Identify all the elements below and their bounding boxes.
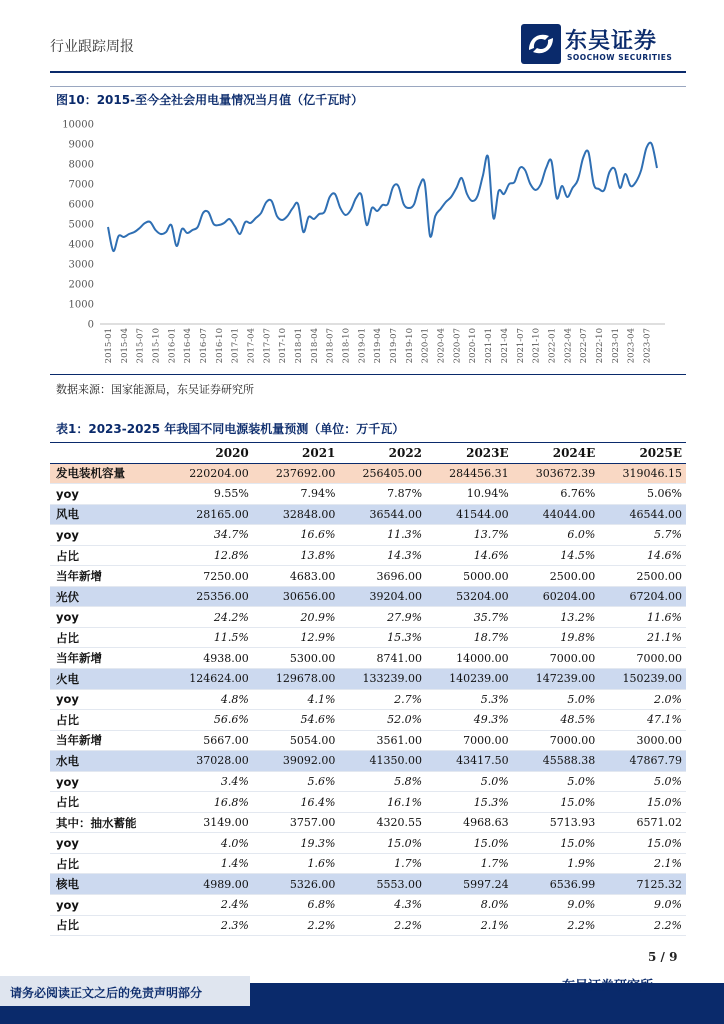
table-cell: 5.7% — [599, 525, 686, 546]
row-label: 火电 — [50, 669, 166, 690]
table-cell: 2.0% — [599, 689, 686, 710]
table-cell: 1.9% — [513, 853, 600, 874]
table-cell: 6.76% — [513, 484, 600, 505]
table-cell: 1.7% — [339, 853, 426, 874]
table-cell: 39092.00 — [253, 751, 340, 772]
x-tick-label: 2019-04 — [373, 328, 384, 364]
table-cell: 5054.00 — [253, 730, 340, 751]
table-cell: 2.2% — [599, 915, 686, 936]
table-cell: 49.3% — [426, 710, 513, 731]
x-tick-label: 2020-07 — [452, 328, 463, 364]
table-cell: 4320.55 — [339, 812, 426, 833]
table-cell: 12.9% — [253, 627, 340, 648]
x-tick-label: 2021-04 — [499, 328, 510, 364]
table-cell: 4.1% — [253, 689, 340, 710]
table-row — [50, 504, 686, 525]
table-cell: 24.2% — [166, 607, 253, 628]
x-tick-label: 2022-01 — [547, 328, 558, 364]
table-cell: 4.8% — [166, 689, 253, 710]
table-cell: 5.8% — [339, 771, 426, 792]
row-label: yoy — [50, 833, 166, 854]
table-cell: 319046.15 — [599, 463, 686, 484]
table-cell: 5713.93 — [513, 812, 600, 833]
table-cell: 4968.63 — [426, 812, 513, 833]
table-cell: 2.2% — [339, 915, 426, 936]
table-cell: 16.1% — [339, 792, 426, 813]
table-row — [50, 771, 686, 792]
row-label: yoy — [50, 607, 166, 628]
table-cell: 48.5% — [513, 710, 600, 731]
table-cell: 147239.00 — [513, 669, 600, 690]
table-cell: 6.8% — [253, 895, 340, 916]
x-tick-label: 2017-04 — [246, 328, 257, 364]
table-row — [50, 484, 686, 505]
column-header-year: 2025E — [599, 443, 686, 464]
row-label: 当年新增 — [50, 648, 166, 669]
table-row — [50, 915, 686, 936]
table-cell: 60204.00 — [513, 586, 600, 607]
table-cell: 5.0% — [426, 771, 513, 792]
table-cell: 303672.39 — [513, 463, 600, 484]
y-tick-label: 2000 — [68, 279, 94, 291]
table-cell: 3696.00 — [339, 566, 426, 587]
table-cell: 15.0% — [513, 833, 600, 854]
y-tick-label: 10000 — [62, 119, 94, 131]
table-cell: 37028.00 — [166, 751, 253, 772]
table-cell: 15.0% — [426, 833, 513, 854]
table-cell: 43417.50 — [426, 751, 513, 772]
table-cell: 45588.38 — [513, 751, 600, 772]
x-tick-label: 2016-04 — [183, 328, 194, 364]
column-header-label — [50, 443, 166, 464]
table-row — [50, 812, 686, 833]
table-cell: 1.7% — [426, 853, 513, 874]
table-cell: 2.7% — [339, 689, 426, 710]
x-tick-label: 2022-10 — [594, 328, 605, 364]
table-row — [50, 895, 686, 916]
logo-mark-icon — [521, 24, 561, 64]
table-cell: 36544.00 — [339, 504, 426, 525]
table-cell: 67204.00 — [599, 586, 686, 607]
table-cell: 5326.00 — [253, 874, 340, 895]
table-cell: 15.3% — [339, 627, 426, 648]
table-cell: 5997.24 — [426, 874, 513, 895]
footer-org: 东吴证券研究所 — [562, 979, 654, 994]
x-tick-label: 2019-07 — [389, 328, 400, 364]
table-cell: 14.5% — [513, 545, 600, 566]
table-cell: 12.8% — [166, 545, 253, 566]
table-cell: 9.0% — [599, 895, 686, 916]
row-label: yoy — [50, 895, 166, 916]
table-cell: 3000.00 — [599, 730, 686, 751]
column-header-year: 2020 — [166, 443, 253, 464]
table-cell: 27.9% — [339, 607, 426, 628]
x-tick-label: 2015-10 — [151, 328, 162, 364]
column-header-year: 2022 — [339, 443, 426, 464]
table-cell: 4.3% — [339, 895, 426, 916]
x-tick-label: 2018-04 — [309, 328, 320, 364]
y-tick-label: 6000 — [68, 199, 94, 211]
x-tick-label: 2018-07 — [325, 328, 336, 364]
table-cell: 124624.00 — [166, 669, 253, 690]
table-cell: 7000.00 — [599, 648, 686, 669]
y-tick-label: 8000 — [68, 159, 94, 171]
x-tick-label: 2018-10 — [341, 328, 352, 364]
table-cell: 9.55% — [166, 484, 253, 505]
table-cell: 18.7% — [426, 627, 513, 648]
table-cell: 4938.00 — [166, 648, 253, 669]
table-row — [50, 566, 686, 587]
table-cell: 35.7% — [426, 607, 513, 628]
table-cell: 3.4% — [166, 771, 253, 792]
table-cell: 7000.00 — [426, 730, 513, 751]
table-cell: 53204.00 — [426, 586, 513, 607]
table-row — [50, 751, 686, 772]
table-cell: 5.0% — [513, 689, 600, 710]
table-cell: 3149.00 — [166, 812, 253, 833]
series-line — [108, 143, 657, 252]
table-row — [50, 627, 686, 648]
table-cell: 20.9% — [253, 607, 340, 628]
table-row — [50, 792, 686, 813]
table-cell: 16.6% — [253, 525, 340, 546]
table-cell: 5300.00 — [253, 648, 340, 669]
row-label: 核电 — [50, 874, 166, 895]
table-cell: 21.1% — [599, 627, 686, 648]
column-header-year: 2021 — [253, 443, 340, 464]
row-label: yoy — [50, 484, 166, 505]
table-cell: 15.0% — [599, 833, 686, 854]
y-tick-label: 7000 — [68, 179, 94, 191]
row-label: 占比 — [50, 545, 166, 566]
table-row — [50, 586, 686, 607]
table-row — [50, 710, 686, 731]
y-tick-label: 3000 — [68, 259, 94, 271]
table-cell: 133239.00 — [339, 669, 426, 690]
table-cell: 7000.00 — [513, 730, 600, 751]
table-cell: 1.4% — [166, 853, 253, 874]
x-tick-label: 2015-04 — [119, 328, 130, 364]
x-tick-label: 2021-10 — [531, 328, 542, 364]
table-cell: 16.4% — [253, 792, 340, 813]
table-cell: 54.6% — [253, 710, 340, 731]
table-cell: 3561.00 — [339, 730, 426, 751]
table-cell: 14000.00 — [426, 648, 513, 669]
table-cell: 14.6% — [599, 545, 686, 566]
table-title: 表1：2023-2025 年我国不同电源装机量预测（单位：万千瓦） — [56, 422, 405, 436]
table-cell: 237692.00 — [253, 463, 340, 484]
column-header-year: 2024E — [513, 443, 600, 464]
table-cell: 8.0% — [426, 895, 513, 916]
table-cell: 5553.00 — [339, 874, 426, 895]
table-cell: 150239.00 — [599, 669, 686, 690]
table-row — [50, 874, 686, 895]
table-cell: 5.3% — [426, 689, 513, 710]
row-label: 占比 — [50, 627, 166, 648]
row-label: yoy — [50, 525, 166, 546]
table-cell: 7125.32 — [599, 874, 686, 895]
x-tick-label: 2021-07 — [515, 328, 526, 364]
x-tick-label: 2016-07 — [199, 328, 210, 364]
table-cell: 7250.00 — [166, 566, 253, 587]
row-label: 占比 — [50, 710, 166, 731]
table-row — [50, 463, 686, 484]
table-cell: 5.0% — [513, 771, 600, 792]
table-cell: 44044.00 — [513, 504, 600, 525]
table-cell: 56.6% — [166, 710, 253, 731]
y-tick-label: 9000 — [68, 139, 94, 151]
table-cell: 5.0% — [599, 771, 686, 792]
table-cell: 2.4% — [166, 895, 253, 916]
row-label: 占比 — [50, 853, 166, 874]
table-row — [50, 525, 686, 546]
x-tick-label: 2017-07 — [262, 328, 273, 364]
table-cell: 2.2% — [253, 915, 340, 936]
table-cell: 15.0% — [599, 792, 686, 813]
x-tick-label: 2021-01 — [484, 328, 495, 364]
table-cell: 15.0% — [339, 833, 426, 854]
table-cell: 11.3% — [339, 525, 426, 546]
section-header: 行业跟踪周报 — [50, 39, 134, 55]
table-row — [50, 648, 686, 669]
x-tick-label: 2022-04 — [563, 328, 574, 364]
table-cell: 6536.99 — [513, 874, 600, 895]
table-header-row — [50, 443, 686, 464]
row-label: 水电 — [50, 751, 166, 772]
x-tick-label: 2023-04 — [626, 328, 637, 364]
column-header-year: 2023E — [426, 443, 513, 464]
row-label: 发电装机容量 — [50, 463, 166, 484]
figure-bottom-rule — [50, 374, 686, 375]
table-cell: 9.0% — [513, 895, 600, 916]
table-cell: 284456.31 — [426, 463, 513, 484]
x-tick-label: 2015-07 — [135, 328, 146, 364]
table-cell: 41544.00 — [426, 504, 513, 525]
table-cell: 34.7% — [166, 525, 253, 546]
x-tick-label: 2017-01 — [230, 328, 241, 364]
table-cell: 41350.00 — [339, 751, 426, 772]
table-cell: 7.87% — [339, 484, 426, 505]
table-cell: 3757.00 — [253, 812, 340, 833]
table-cell: 2.2% — [513, 915, 600, 936]
table-cell: 47867.79 — [599, 751, 686, 772]
table-cell: 5000.00 — [426, 566, 513, 587]
x-tick-label: 2022-07 — [579, 328, 590, 364]
table-cell: 4683.00 — [253, 566, 340, 587]
x-tick-label: 2020-01 — [420, 328, 431, 364]
table-cell: 19.8% — [513, 627, 600, 648]
electricity-line-chart — [50, 111, 686, 373]
table-row — [50, 853, 686, 874]
figure-title: 图10：2015-至今全社会用电量情况当月值（亿千瓦时） — [56, 93, 364, 107]
y-tick-label: 4000 — [68, 239, 94, 251]
table-cell: 30656.00 — [253, 586, 340, 607]
header-rule — [50, 71, 686, 73]
table-cell: 6.0% — [513, 525, 600, 546]
table-cell: 2.1% — [426, 915, 513, 936]
table-cell: 39204.00 — [339, 586, 426, 607]
logo-text-en: SOOCHOW SECURITIES — [567, 53, 673, 62]
table-cell: 7000.00 — [513, 648, 600, 669]
y-tick-label: 5000 — [68, 219, 94, 231]
table-cell: 25356.00 — [166, 586, 253, 607]
table-cell: 28165.00 — [166, 504, 253, 525]
row-label: 其中：抽水蓄能 — [50, 812, 166, 833]
row-label: 占比 — [50, 792, 166, 813]
table-row — [50, 730, 686, 751]
table-cell: 129678.00 — [253, 669, 340, 690]
table-row — [50, 689, 686, 710]
table-cell: 52.0% — [339, 710, 426, 731]
table-cell: 19.3% — [253, 833, 340, 854]
x-tick-label: 2019-10 — [404, 328, 415, 364]
table-cell: 5667.00 — [166, 730, 253, 751]
logo-text-cn: 东吴证券 — [565, 29, 658, 54]
table-cell: 4.0% — [166, 833, 253, 854]
table-cell: 140239.00 — [426, 669, 513, 690]
x-tick-label: 2020-10 — [468, 328, 479, 364]
footer-disclaimer: 请务必阅读正文之后的免责声明部分 — [10, 986, 203, 1000]
x-tick-label: 2018-01 — [294, 328, 305, 364]
table-cell: 5.06% — [599, 484, 686, 505]
x-tick-label: 2016-01 — [167, 328, 178, 364]
table-cell: 16.8% — [166, 792, 253, 813]
table-row — [50, 545, 686, 566]
row-label: yoy — [50, 689, 166, 710]
company-logo — [521, 24, 681, 64]
table-cell: 14.3% — [339, 545, 426, 566]
table-cell: 15.0% — [513, 792, 600, 813]
x-tick-label: 2017-10 — [278, 328, 289, 364]
table-cell: 47.1% — [599, 710, 686, 731]
table-row — [50, 607, 686, 628]
row-label: 当年新增 — [50, 566, 166, 587]
capacity-forecast-table — [50, 442, 686, 936]
table-cell: 256405.00 — [339, 463, 426, 484]
table-cell: 2.1% — [599, 853, 686, 874]
figure-top-rule — [50, 86, 686, 87]
table-cell: 15.3% — [426, 792, 513, 813]
table-cell: 32848.00 — [253, 504, 340, 525]
table-cell: 2.3% — [166, 915, 253, 936]
table-cell: 11.6% — [599, 607, 686, 628]
table-cell: 11.5% — [166, 627, 253, 648]
table-cell: 2500.00 — [599, 566, 686, 587]
table-cell: 8741.00 — [339, 648, 426, 669]
x-tick-label: 2015-01 — [104, 328, 114, 364]
x-tick-label: 2023-07 — [642, 328, 653, 364]
x-tick-label: 2016-10 — [214, 328, 225, 364]
table-cell: 13.8% — [253, 545, 340, 566]
table-cell: 1.6% — [253, 853, 340, 874]
figure-source: 数据来源：国家能源局，东吴证券研究所 — [56, 383, 254, 396]
x-tick-label: 2023-01 — [610, 328, 621, 364]
y-tick-label: 1000 — [68, 299, 94, 311]
table-row — [50, 669, 686, 690]
row-label: 占比 — [50, 915, 166, 936]
row-label: yoy — [50, 771, 166, 792]
table-cell: 13.2% — [513, 607, 600, 628]
table-cell: 6571.02 — [599, 812, 686, 833]
y-tick-label: 0 — [87, 319, 94, 331]
table-cell: 10.94% — [426, 484, 513, 505]
table-cell: 13.7% — [426, 525, 513, 546]
page-number: 5 / 9 — [648, 950, 678, 964]
table-cell: 5.6% — [253, 771, 340, 792]
table-cell: 14.6% — [426, 545, 513, 566]
table-cell: 220204.00 — [166, 463, 253, 484]
table-cell: 2500.00 — [513, 566, 600, 587]
table-cell: 46544.00 — [599, 504, 686, 525]
row-label: 当年新增 — [50, 730, 166, 751]
table-cell: 4989.00 — [166, 874, 253, 895]
table-row — [50, 833, 686, 854]
x-tick-label: 2019-01 — [357, 328, 368, 364]
x-tick-label: 2020-04 — [436, 328, 447, 364]
row-label: 风电 — [50, 504, 166, 525]
table-cell: 7.94% — [253, 484, 340, 505]
row-label: 光伏 — [50, 586, 166, 607]
